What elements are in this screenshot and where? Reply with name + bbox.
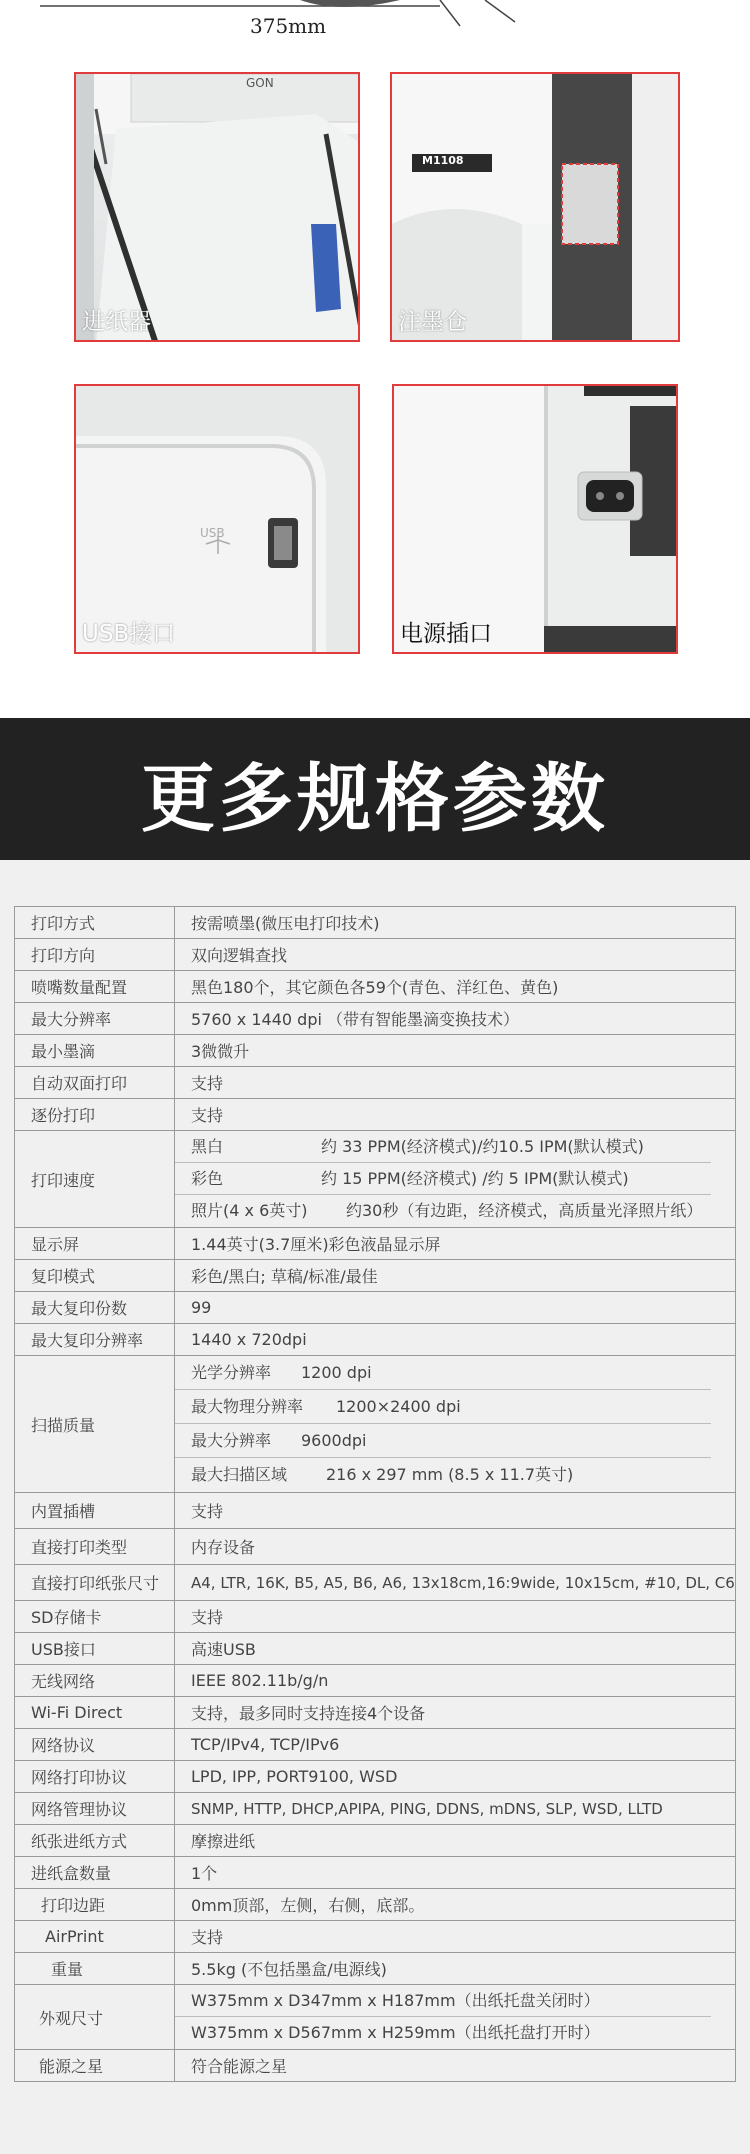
sub-row [175,1163,711,1195]
spec-value: TCP/IPv4, TCP/IPv6 [175,1729,736,1761]
table-row [15,1099,736,1131]
table-row [15,1697,736,1729]
spec-sub-values [175,1356,736,1493]
sub-label: 彩色 [191,1169,224,1188]
table-row [15,1228,736,1260]
spec-value: 支持，最多同时支持连接4个设备 [175,1697,736,1729]
table-row [15,1633,736,1665]
spec-value: 5.5kg (不包括墨盒/电源线) [175,1953,736,1985]
table-row [15,971,736,1003]
spec-value: 彩色/黑白; 草稿/标准/最佳 [175,1260,736,1292]
usb-port-illustration [76,386,360,654]
sub-text: 9600dpi [301,1431,367,1450]
sub-text: W375mm x D347mm x H187mm（出纸托盘关闭时） [191,1991,600,2010]
sub-label: 光学分辨率 [191,1363,272,1382]
specs-table [14,906,736,2082]
product-photos-section [0,0,750,718]
table-row [15,1324,736,1356]
table-row [15,1889,736,1921]
sub-text: 约 33 PPM(经济模式)/约10.5 IPM(默认模式) [321,1137,644,1156]
table-row [15,1067,736,1099]
spec-value: 3微微升 [175,1035,736,1067]
dimension-lines [0,0,750,50]
spec-key: 最小墨滴 [15,1035,175,1067]
spec-key: AirPrint [15,1921,175,1953]
spec-key: 最大复印份数 [15,1292,175,1324]
spec-key: 打印方向 [15,939,175,971]
spec-key: 逐份打印 [15,1099,175,1131]
spec-value: 1440 x 720dpi [175,1324,736,1356]
table-row [15,1493,736,1529]
sub-row [175,1195,711,1227]
spec-value: 按需喷墨(微压电打印技术) [175,907,736,939]
spec-value: 1个 [175,1857,736,1889]
table-row [15,2050,736,2082]
sub-row [175,1985,711,2017]
spec-value: 99 [175,1292,736,1324]
spec-value: 支持 [175,1099,736,1131]
table-row [15,1529,736,1565]
sub-label: 照片(4 x 6英寸) [191,1201,308,1220]
spec-key: 打印方式 [15,907,175,939]
table-row [15,1985,736,2050]
spec-key: 网络协议 [15,1729,175,1761]
spec-key: 最大分辨率 [15,1003,175,1035]
photo-usb-port [74,384,360,654]
sub-row [175,1356,711,1390]
table-row [15,1761,736,1793]
table-row [15,1921,736,1953]
table-row [15,1825,736,1857]
table-row [15,1793,736,1825]
photo-caption-power-socket: 电源插口 [400,621,492,647]
photo-caption-usb-port: USB接口 [82,621,176,647]
sub-row [175,1131,711,1163]
table-row [15,1003,736,1035]
spec-key: 网络打印协议 [15,1761,175,1793]
spec-key: 喷嘴数量配置 [15,971,175,1003]
table-row [15,907,736,939]
spec-value: 支持 [175,1067,736,1099]
sub-text: 1200×2400 dpi [336,1397,461,1416]
dimension-indicator [0,0,750,50]
spec-key: SD存储卡 [15,1601,175,1633]
specs-section [0,860,750,2154]
sub-label: 最大分辨率 [191,1431,272,1450]
photo-ink-tank [390,72,680,342]
sub-label: 最大扫描区域 [191,1465,288,1484]
sub-label: 最大物理分辨率 [191,1397,304,1416]
spec-value: 支持 [175,1493,736,1529]
table-row [15,1665,736,1697]
sub-row [175,1458,711,1492]
spec-sub-values [175,1131,736,1228]
spec-key: 重量 [15,1953,175,1985]
table-row [15,1035,736,1067]
spec-sub-values [175,1985,736,2050]
spec-key: 外观尺寸 [15,1985,175,2050]
table-row [15,939,736,971]
table-row [15,1729,736,1761]
photo-paper-feeder [74,72,360,342]
table-row [15,1131,736,1228]
spec-key: 复印模式 [15,1260,175,1292]
spec-value: IEEE 802.11b/g/n [175,1665,736,1697]
specs-title: 更多规格参数 [141,756,609,842]
spec-key: 打印速度 [15,1131,175,1228]
spec-value: 0mm顶部，左侧，右侧，底部。 [175,1889,736,1921]
sub-label: 黑白 [191,1137,224,1156]
sub-row [175,1424,711,1458]
table-row [15,1565,736,1601]
spec-value: 5760 x 1440 dpi （带有智能墨滴变换技术） [175,1003,736,1035]
specs-header-banner [0,718,750,860]
spec-key: 显示屏 [15,1228,175,1260]
table-row [15,1260,736,1292]
spec-key: 打印边距 [15,1889,175,1921]
spec-key: 直接打印类型 [15,1529,175,1565]
spec-key: 内置插槽 [15,1493,175,1529]
sub-row [175,1390,711,1424]
spec-value: 内存设备 [175,1529,736,1565]
power-socket-illustration [394,386,678,654]
table-row [15,1857,736,1889]
sub-text: 约 15 PPM(经济模式) /约 5 IPM(默认模式) [321,1169,629,1188]
usb-port-label: USB [200,526,225,540]
photo-power-socket [392,384,678,654]
sub-text: 约30秒（有边距，经济模式，高质量光泽照片纸） [346,1201,703,1220]
model-label: M1108 [422,154,464,167]
spec-key: 扫描质量 [15,1356,175,1493]
sub-text: 1200 dpi [301,1363,372,1382]
sub-row [175,2017,711,2049]
table-row [15,1292,736,1324]
table-row [15,1601,736,1633]
spec-key: 直接打印纸张尺寸 [15,1565,175,1601]
spec-key: 无线网络 [15,1665,175,1697]
spec-key: 能源之星 [15,2050,175,2082]
table-row [15,1953,736,1985]
spec-key: 网络管理协议 [15,1793,175,1825]
spec-value: 支持 [175,1921,736,1953]
spec-value: 1.44英寸(3.7厘米)彩色液晶显示屏 [175,1228,736,1260]
sub-text: W375mm x D567mm x H259mm（出纸托盘打开时） [191,2023,600,2042]
spec-key: Wi-Fi Direct [15,1697,175,1729]
paper-feeder-illustration [76,74,360,342]
spec-value: 双向逻辑查找 [175,939,736,971]
spec-value: 支持 [175,1601,736,1633]
spec-value: 高速USB [175,1633,736,1665]
photo-caption-ink-tank: 注墨仓 [398,309,467,335]
spec-value: 符合能源之星 [175,2050,736,2082]
spec-key: 自动双面打印 [15,1067,175,1099]
spec-value: 摩擦进纸 [175,1825,736,1857]
spec-key: USB接口 [15,1633,175,1665]
brand-fragment: GON [246,76,274,90]
width-dimension-label: 375mm [250,14,327,38]
table-row [15,1356,736,1493]
spec-value: SNMP, HTTP, DHCP,APIPA, PING, DDNS, mDNS, SLP, WSD, LLTD [175,1793,736,1825]
spec-key: 最大复印分辨率 [15,1324,175,1356]
spec-key: 进纸盒数量 [15,1857,175,1889]
sub-text: 216 x 297 mm (8.5 x 11.7英寸) [326,1465,574,1484]
spec-value: A4, LTR, 16K, B5, A5, B6, A6, 13x18cm,16:9wide, 10x15cm, #10, DL, C6 [175,1565,736,1601]
ink-tank-illustration [392,74,680,342]
photo-caption-paper-feeder: 进纸器 [82,309,151,335]
spec-value: 黑色180个，其它颜色各59个(青色、洋红色、黄色) [175,971,736,1003]
spec-value: LPD, IPP, PORT9100, WSD [175,1761,736,1793]
spec-key: 纸张进纸方式 [15,1825,175,1857]
